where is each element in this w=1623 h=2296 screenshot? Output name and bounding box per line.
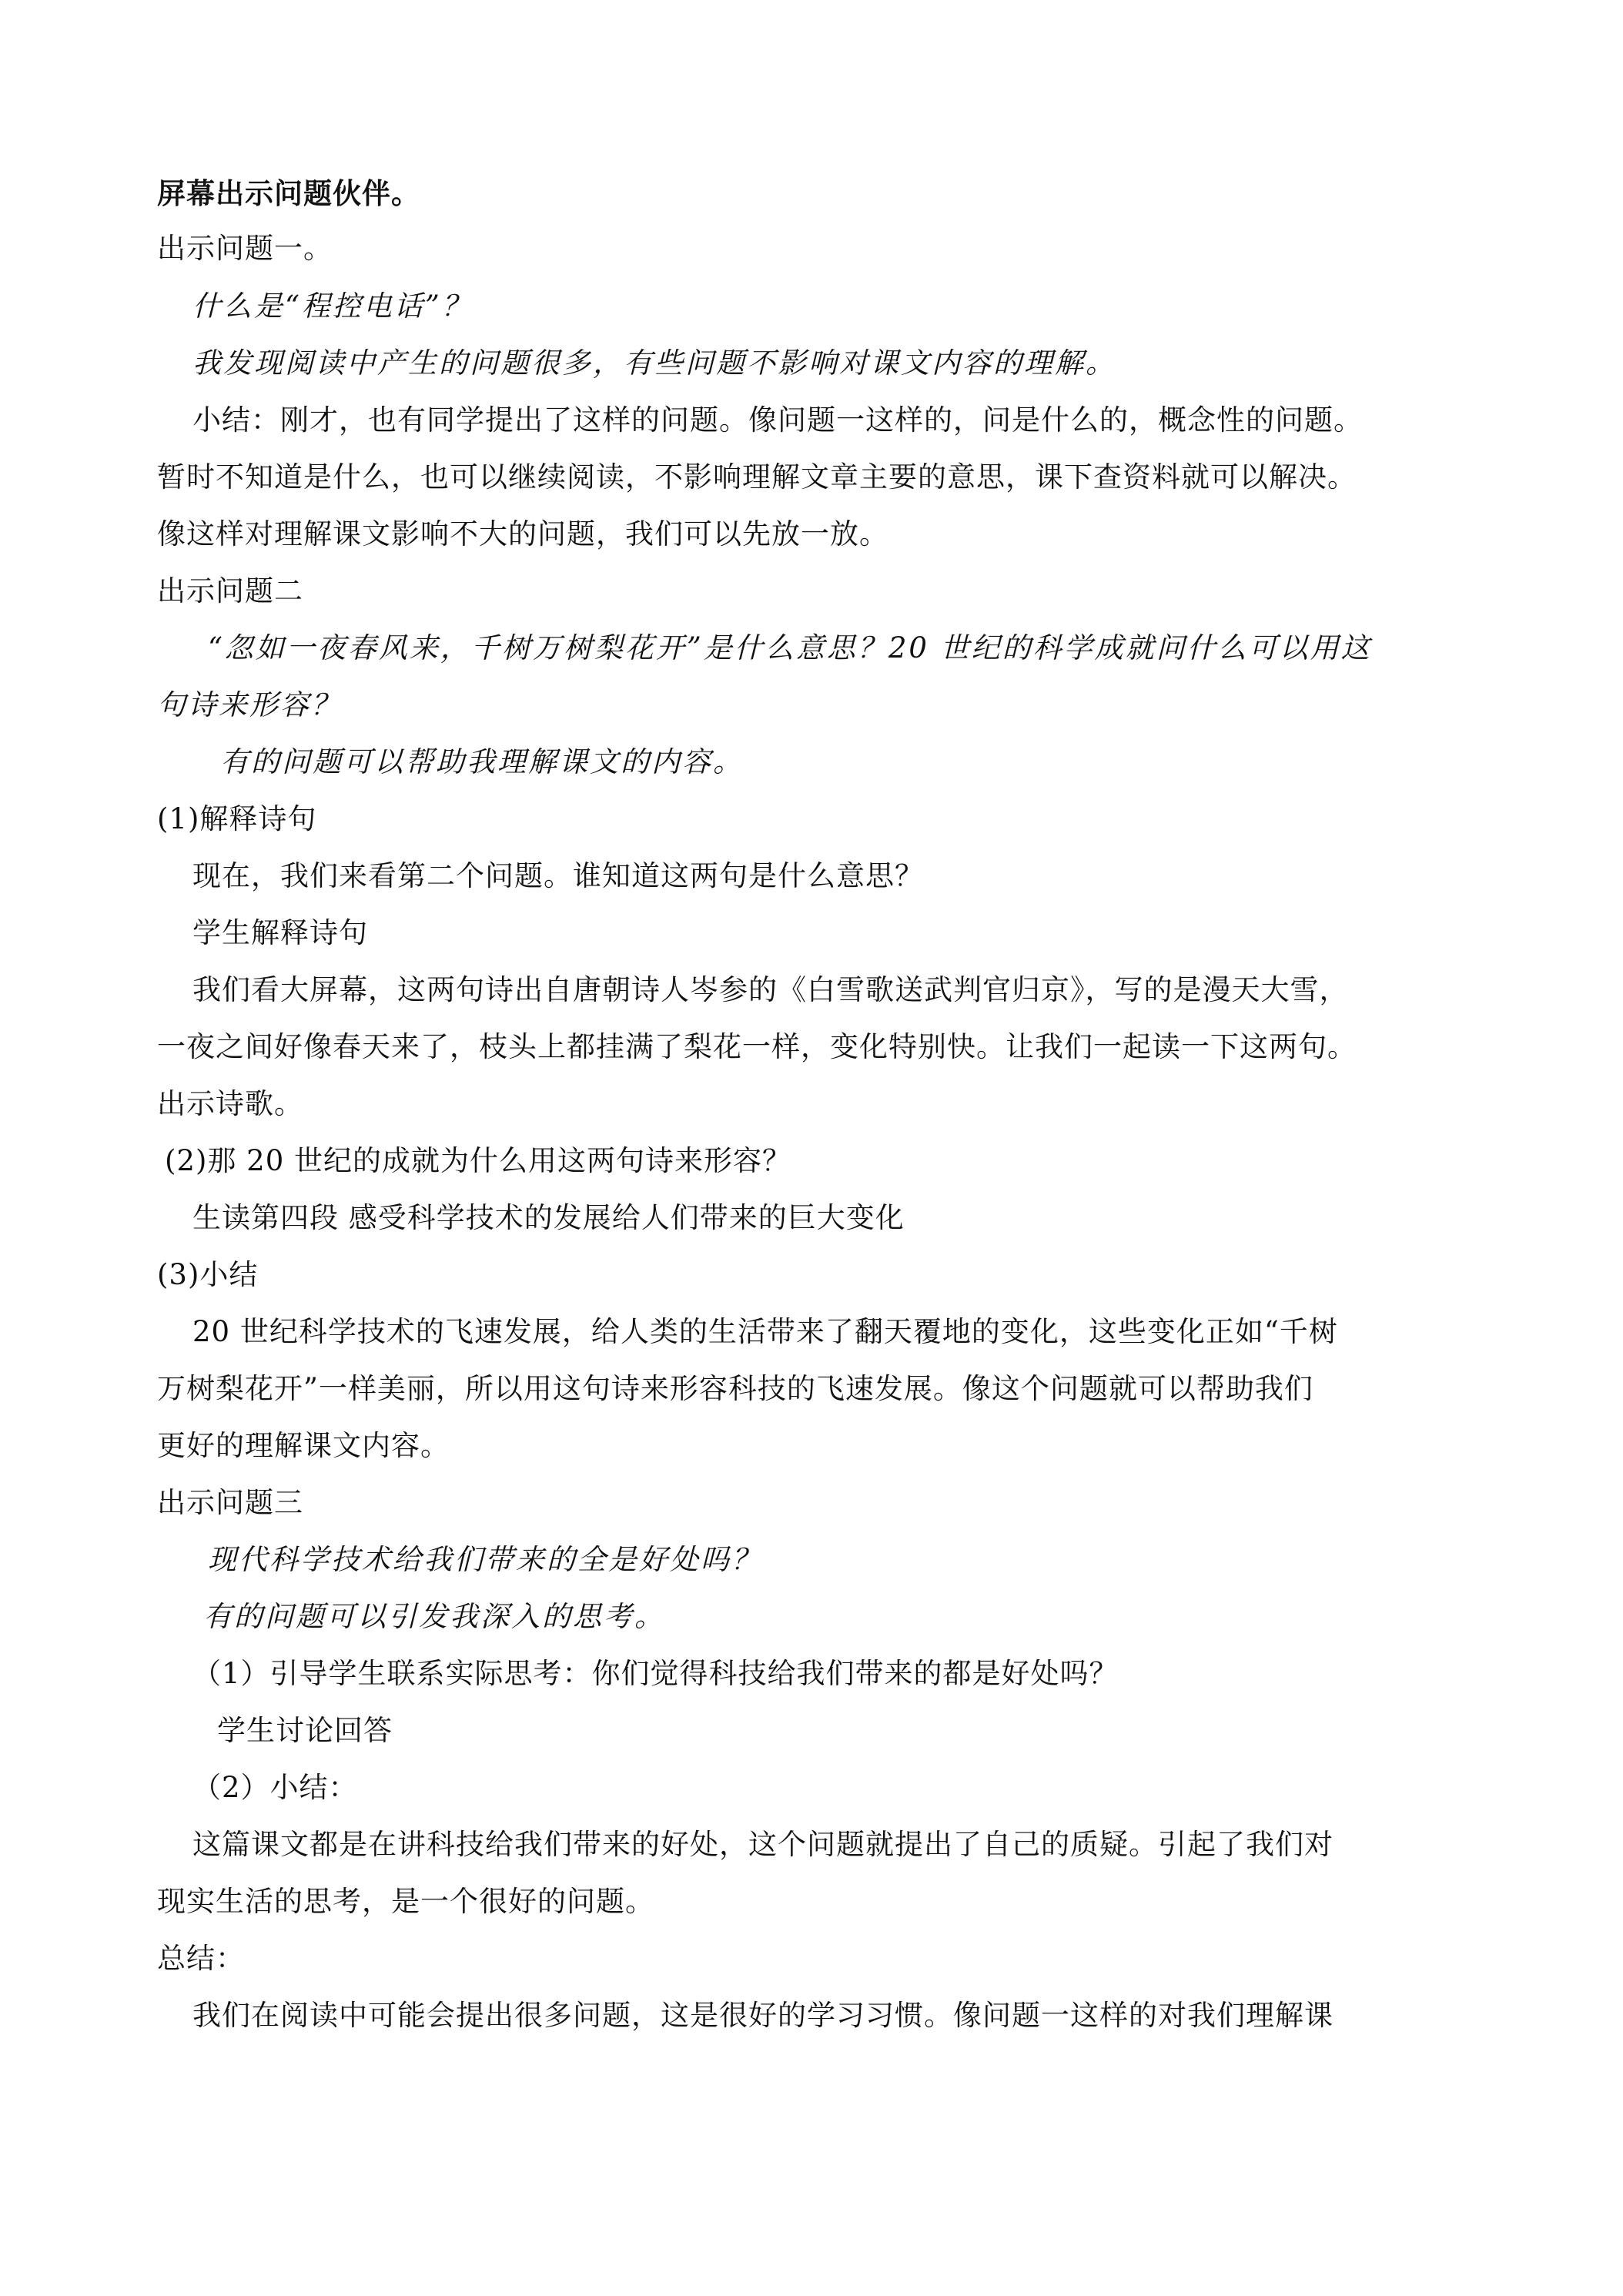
question-1-summary-line-3: 像这样对理解课文影响不大的问题，我们可以先放一放。 bbox=[157, 517, 888, 551]
question-2-title: 出示问题二 bbox=[157, 574, 303, 607]
question-1-text: 什么是“程控电话”？ bbox=[192, 290, 473, 323]
question-2-step-1-ask: 现在，我们来看第二个问题。谁知道这两句是什么意思？ bbox=[192, 859, 924, 892]
question-3-step-2-line-2: 现实生活的思考，是一个很好的问题。 bbox=[157, 1885, 654, 1918]
question-2-step-2: (2)那 20 世纪的成就为什么用这两句诗来形容？ bbox=[165, 1144, 792, 1177]
question-2-step-1-explain-line-3: 出示诗歌。 bbox=[157, 1087, 303, 1120]
question-3-step-1-answer: 学生讨论回答 bbox=[217, 1714, 393, 1747]
question-3-step-2: （2）小结： bbox=[192, 1771, 358, 1804]
question-2-text-line-1: “忽如一夜春风来，千树万树梨花开”是什么意思？20 世纪的科学成就问什么可以用这 bbox=[208, 631, 1372, 664]
question-3-text: 现代科学技术给我们带来的全是好处吗？ bbox=[208, 1543, 762, 1576]
question-2-step-3-line-3: 更好的理解课文内容。 bbox=[157, 1429, 450, 1462]
question-2-step-2-read: 生读第四段 感受科学技术的发展给人们带来的巨大变化 bbox=[192, 1201, 905, 1234]
question-3-step-1: （1）引导学生联系实际思考：你们觉得科技给我们带来的都是好处吗？ bbox=[192, 1657, 1119, 1690]
question-2-step-3-line-1: 20 世纪科学技术的飞速发展，给人类的生活带来了翻天覆地的变化，这些变化正如“千树 bbox=[192, 1315, 1338, 1348]
heading: 屏幕出示问题伙伴。 bbox=[157, 176, 420, 210]
question-2-finding: 有的问题可以帮助我理解课文的内容。 bbox=[220, 745, 744, 778]
conclusion-title: 总结： bbox=[157, 1942, 245, 1975]
question-3-finding: 有的问题可以引发我深入的思考。 bbox=[203, 1600, 665, 1633]
question-2-step-3-line-2: 万树梨花开”一样美丽，所以用这句诗来形容科技的飞速发展。像这个问题就可以帮助我们 bbox=[157, 1372, 1313, 1405]
question-1-summary-line-2: 暂时不知道是什么，也可以继续阅读，不影响理解文章主要的意思，课下查资料就可以解决。 bbox=[157, 460, 1357, 494]
question-2-step-3: (3)小结 bbox=[157, 1258, 259, 1291]
question-2-text-line-2: 句诗来形容？ bbox=[157, 688, 342, 721]
question-2-step-1: (1)解释诗句 bbox=[157, 802, 317, 835]
question-1-summary-line-1: 小结：刚才，也有同学提出了这样的问题。像问题一这样的，问是什么的，概念性的问题。 bbox=[192, 403, 1363, 437]
question-2-step-1-explain-line-2: 一夜之间好像春天来了，枝头上都挂满了梨花一样，变化特别快。让我们一起读一下这两句。 bbox=[157, 1030, 1357, 1063]
question-2-step-1-explain-line-1: 我们看大屏幕，这两句诗出自唐朝诗人岑参的《白雪歌送武判官归京》，写的是漫天大雪， bbox=[192, 973, 1349, 1006]
question-1-title: 出示问题一。 bbox=[157, 232, 333, 265]
question-1-finding: 我发现阅读中产生的问题很多，有些问题不影响对课文内容的理解。 bbox=[192, 346, 1116, 380]
question-3-step-2-line-1: 这篇课文都是在讲科技给我们带来的好处，这个问题就提出了自己的质疑。引起了我们对 bbox=[192, 1828, 1334, 1861]
question-2-step-1-student: 学生解释诗句 bbox=[192, 916, 368, 949]
question-3-title: 出示问题三 bbox=[157, 1486, 303, 1519]
conclusion-line-1: 我们在阅读中可能会提出很多问题，这是很好的学习习惯。像问题一这样的对我们理解课 bbox=[192, 1999, 1334, 2032]
